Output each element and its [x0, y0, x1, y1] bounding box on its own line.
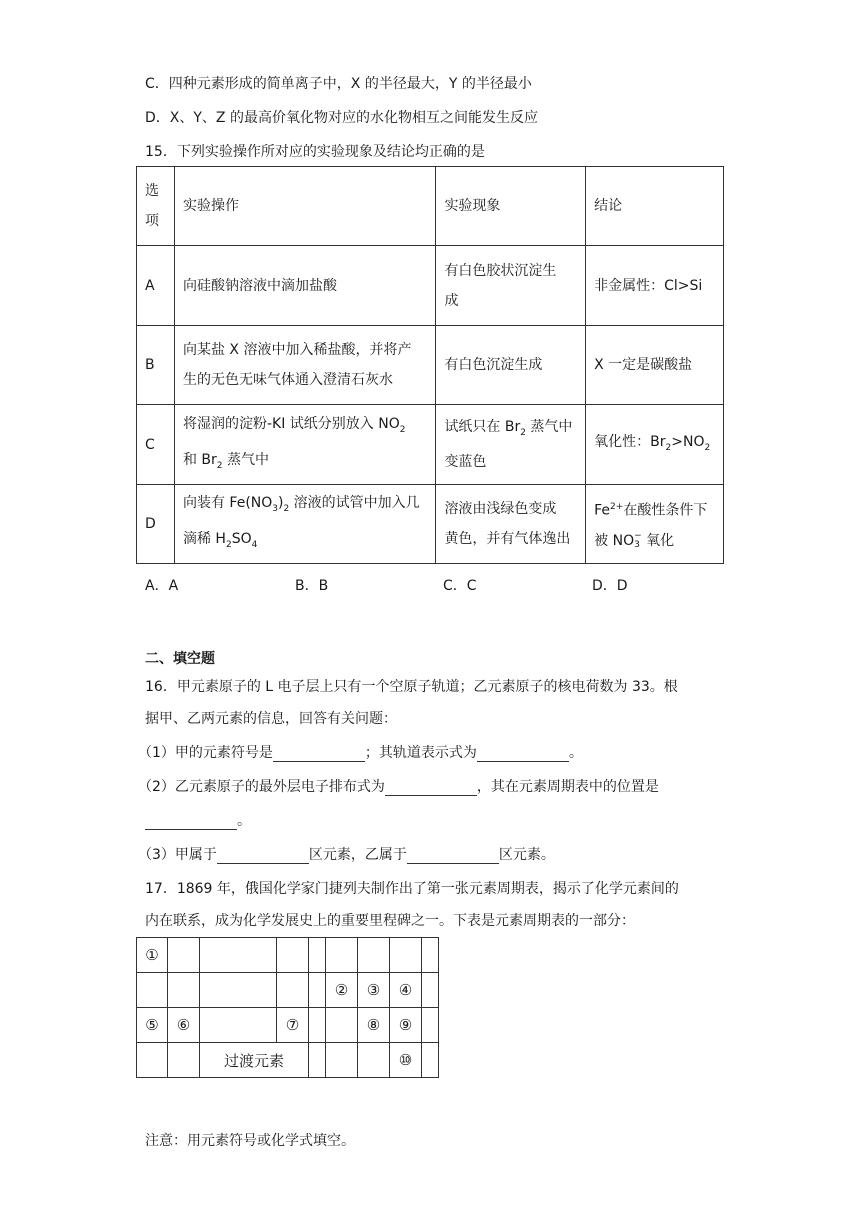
row-b-label: B [137, 326, 175, 405]
row-d-op-line1: 向装有 $Fe(NO_3)_2$ 溶液的试管中加入几 [182, 495, 420, 514]
answer-blank[interactable] [217, 849, 309, 864]
section-title: 二、填空题 [145, 651, 215, 667]
header-option-2: 项 [145, 213, 159, 229]
answer-blank[interactable] [407, 849, 499, 864]
cell-10: ⑩ [390, 1043, 422, 1078]
row-d-con-line2: 被 NO − 3 氧化 [594, 530, 675, 550]
row-c-phenomenon [436, 405, 586, 485]
row-c-phen-line1: 试纸只在 $Br_2$ 蒸气中 [444, 418, 573, 438]
row-d-conclusion [586, 485, 724, 564]
q15-options [145, 575, 705, 595]
q16-line2: 据甲、乙两元素的信息，回答有关问题： [145, 711, 397, 727]
header-operation: 实验操作 [174, 167, 435, 246]
q16-part1: （1）甲的元素符号是 ；其轨道表示式为 。 [138, 745, 583, 761]
row-c-op-line1: 将湿润的淀粉-KI 试纸分别放入 $NO_2$ [182, 415, 406, 435]
q15-stem: 15．下列实验操作所对应的实验现象及结论均正确的是 [145, 144, 485, 160]
row-b-operation [174, 326, 435, 405]
row-c-operation [174, 405, 435, 485]
q17-note: 注意：用元素符号或化学式填空。 [145, 1133, 355, 1149]
row-d-label: D [137, 485, 175, 564]
row-c-op-line2: 和 $Br_2$ 蒸气中 [182, 451, 269, 471]
q17-line2: 内在联系，成为化学发展史上的重要里程碑之一。下表是元素周期表的一部分： [145, 913, 635, 929]
header-conclusion: 结论 [586, 167, 724, 246]
q16-line1: 16．甲元素原子的 L 电子层上只有一个空原子轨道；乙元素原子的核电荷数为 33。根 [145, 679, 678, 695]
cell-2: ② [326, 973, 358, 1008]
q15-option-c[interactable]: C．C [443, 578, 477, 594]
row-a-conclusion: 非金属性：Cl>Si [586, 246, 724, 326]
ptable-row [137, 1008, 439, 1043]
q15-option-b[interactable]: B．B [295, 578, 329, 594]
ptable-row [137, 1043, 439, 1078]
row-d-op-line2: 滴稀 $H_2SO_4$ [182, 531, 258, 550]
row-b-conclusion: X 一定是碳酸盐 [586, 326, 724, 405]
transition-elements-label: 过渡元素 [200, 1043, 309, 1078]
table-row-a [137, 246, 724, 326]
row-d-phen-line2: 黄色，并有气体逸出 [444, 531, 571, 547]
q15-table [136, 166, 724, 564]
row-c-phen-line2: 变蓝色 [444, 454, 487, 471]
option-c-previous: C．四种元素形成的简单离子中，X 的半径最大，Y 的半径最小 [145, 76, 532, 92]
row-d-phen-line1: 溶液由浅绿色变成 [444, 501, 557, 517]
row-b-op-line2: 生的无色无味气体通入澄清石灰水 [182, 372, 393, 388]
cell-3: ③ [358, 973, 390, 1008]
periodic-table-fragment [136, 937, 439, 1078]
table-row-c [137, 405, 724, 485]
q15-option-d[interactable]: D．D [592, 578, 628, 594]
q16-part2: （2）乙元素原子的最外层电子排布式为 ，其在元素周期表中的位置是 [138, 779, 659, 795]
row-d-phenomenon [436, 485, 586, 564]
row-a-operation: 向硅酸钠溶液中滴加盐酸 [174, 246, 435, 326]
header-option [137, 167, 175, 246]
row-c-label: C [137, 405, 175, 485]
answer-blank[interactable] [145, 815, 237, 830]
q17-line1: 17．1869 年，俄国化学家门捷列夫制作出了第一张元素周期表，揭示了化学元素间的 [145, 881, 679, 897]
cell-5: ⑤ [137, 1008, 168, 1043]
cell-1: ① [137, 938, 168, 973]
row-b-op-line1: 向某盐 X 溶液中加入稀盐酸，并将产 [182, 342, 412, 358]
row-d-operation [174, 485, 435, 564]
table-row-b [137, 326, 724, 405]
q16-part3: （3）甲属于 区元素，乙属于 区元素。 [138, 847, 555, 863]
option-d-previous: D．X、Y、Z 的最高价氧化物对应的水化物相互之间能发生反应 [145, 110, 538, 126]
cell-7: ⑦ [277, 1008, 309, 1043]
q15-option-a[interactable]: A．A [145, 578, 179, 594]
row-a-phenomenon [436, 246, 586, 326]
row-b-phenomenon: 有白色沉淀生成 [436, 326, 586, 405]
header-phenomenon: 实验现象 [436, 167, 586, 246]
row-d-con-line1: $Fe^{2+}$在酸性条件下 [594, 502, 708, 519]
cell-6: ⑥ [168, 1008, 200, 1043]
row-a-phen-line1: 有白色胶状沉淀生 [444, 262, 557, 279]
answer-blank[interactable] [385, 781, 477, 796]
row-c-conclusion: 氧化性：$Br_2>NO_2$ [586, 405, 724, 485]
cell-9: ⑨ [390, 1008, 422, 1043]
row-a-phen-line2: 成 [444, 292, 459, 309]
row-a-label: A [137, 246, 175, 326]
answer-blank[interactable] [273, 747, 365, 762]
q16-part2-cont: 。 [145, 810, 251, 830]
table-header-row [137, 167, 724, 246]
answer-blank[interactable] [477, 747, 569, 762]
cell-4: ④ [390, 973, 422, 1008]
ptable-row [137, 938, 439, 973]
table-row-d [137, 485, 724, 564]
ptable-row [137, 973, 439, 1008]
cell-8: ⑧ [358, 1008, 390, 1043]
header-option-1: 选 [145, 183, 159, 199]
